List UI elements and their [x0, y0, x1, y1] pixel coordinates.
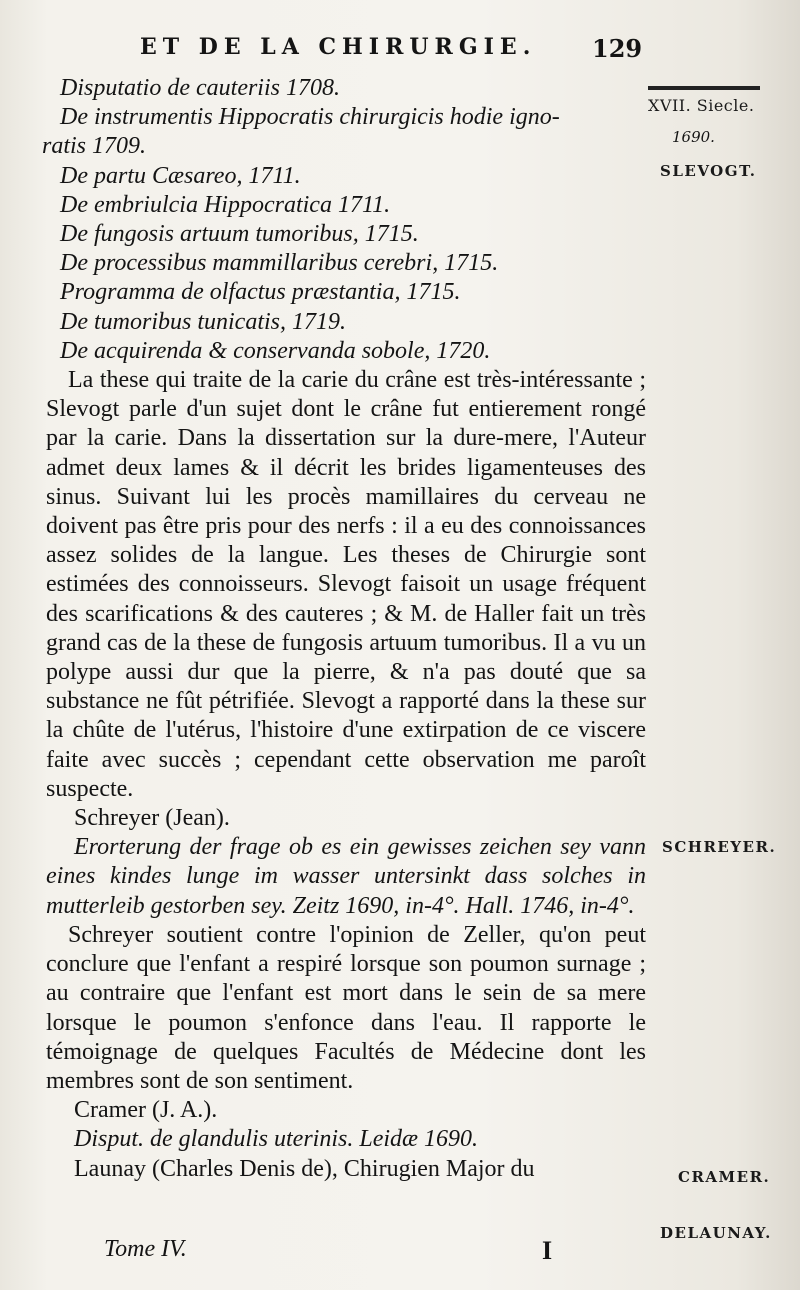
bib-entry: De acquirenda & conservanda sobole, 1720.	[60, 337, 491, 364]
author-heading-schreyer: Schreyer (Jean).	[74, 805, 230, 832]
margin-schreyer: SCHREYER.	[662, 838, 777, 856]
bib-entry: De fungosis artuum tumoribus, 1715.	[60, 221, 419, 248]
bib-entry: De processibus mammillaribus cerebri, 1715.	[60, 250, 499, 277]
slevogt-paragraph: La these qui traite de la carie du crâne est très-intéressante ; Slevogt parle d'un sujet dont le crâne fut entierement rongé par la carie. Dans la dissertation sur la dure-mere, l'Auteur admet deux lames & il décrit les brides ligamenteuses des sinus. Suivant lui les procès mamillaires du cerveau ne doivent pas être pris pour des nerfs : il a eu des connoissances assez solides de la langue. Les theses de Chirurgie sont estimées des connoisseurs. Slevogt faisoit un usage fréquent des scarifications & des cauteres ; & M. de Haller fait un très grand cas de la these de fungosis artuum tumoribus. Il a vu un polype aussi dur que la pierre, & n'a pas douté que sa substance ne fût pétrifiée. Slevogt a rapporté dans la these sur la chûte de l'utérus, l'histoire d'une extirpation de ce viscere faite avec succès ; cependant cette observation me paroît suspecte.	[46, 367, 646, 802]
schreyer-paragraph: Schreyer soutient contre l'opinion de Zeller, qu'on peut conclure que l'enfant a respiré lorsque son poumon surnage ; au contraire que l'enfant est mort dans le sein de sa mere lorsque le poumon s'enfonce dans l'eau. Il rapporte le témoignage de quelques Facultés de Médecine dont les membres sont de son sentiment.	[46, 921, 646, 1094]
bib-entry: Disputatio de cauteriis 1708.	[60, 75, 340, 101]
tome-label: Tome IV.	[104, 1236, 187, 1262]
margin-year: 1690.	[672, 128, 715, 146]
launay-line: Launay (Charles Denis de), Chirugien Major du	[74, 1155, 535, 1182]
bib-entry-continuation: ratis 1709.	[42, 133, 147, 160]
margin-cramer: CRAMER.	[678, 1168, 771, 1186]
signature-mark: I	[542, 1236, 553, 1265]
running-head: ET DE LA CHIRURGIE.	[140, 34, 537, 60]
margin-rule	[648, 86, 760, 90]
schreyer-work: Erorterung der frage ob es ein gewisses zeichen sey vann eines kindes lunge im wasser untersinkt dass solches in mutterleib gestorben sey. Zeitz 1690, in-4°. Hall. 1746, in-4°.	[46, 834, 646, 919]
bib-entry: De embriulcia Hippocratica 1711.	[60, 191, 391, 218]
cramer-work: Disput. de glandulis uterinis. Leidæ 1690.	[74, 1126, 479, 1153]
page-number: 129	[592, 34, 643, 63]
bib-entry: De tumoribus tunicatis, 1719.	[60, 308, 346, 335]
author-heading-cramer: Cramer (J. A.).	[74, 1097, 218, 1124]
bib-entry: Programma de olfactus præstantia, 1715.	[60, 279, 461, 306]
bib-entry: De instrumentis Hippocratis chirurgicis hodie igno-	[60, 104, 560, 131]
margin-century: XVII. Siecle.	[648, 96, 755, 115]
margin-slevogt: SLEVOGT.	[660, 162, 757, 180]
margin-delaunay: DELAUNAY.	[660, 1224, 772, 1242]
bib-entry: De partu Cæsareo, 1711.	[60, 162, 301, 189]
main-text	[42, 74, 646, 1184]
